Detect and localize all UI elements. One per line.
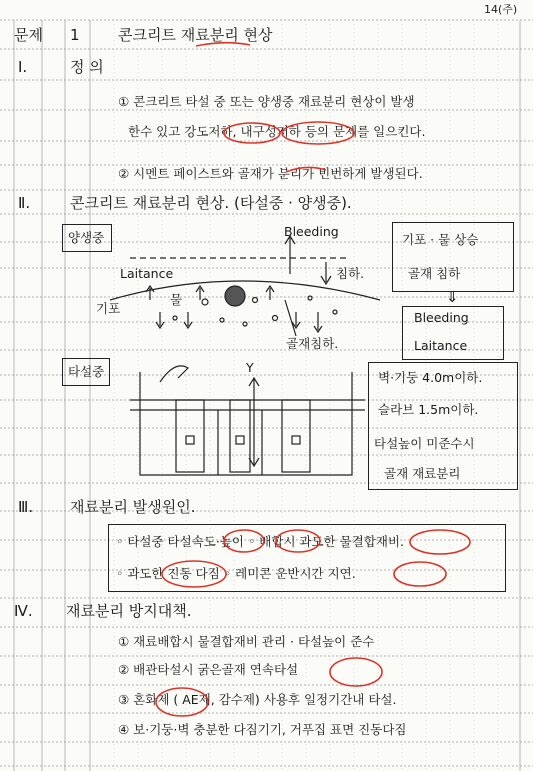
section-2-numeral: Ⅱ. xyxy=(18,194,31,212)
problem-title: 콘크리트 재료분리 현상 xyxy=(118,26,273,44)
aggregate-sink-label: 골재침하. xyxy=(286,336,339,351)
box-bleeding: Bleeding xyxy=(414,310,469,325)
pouring-label: 타설중 xyxy=(68,364,105,379)
box-laitance: Laitance xyxy=(414,338,468,353)
down-arrow-icon: ⇓ xyxy=(446,288,459,306)
section-4-numeral: Ⅳ. xyxy=(14,602,33,620)
section-1-item-2: ② 시멘트 페이스트와 골재가 분리가 빈번하게 발생된다. xyxy=(118,166,423,181)
pour-height-mark: Y xyxy=(246,360,254,375)
problem-number: 1 xyxy=(70,26,80,44)
problem-label: 문제 xyxy=(14,26,43,44)
causes-line-1: ◦ 타설중 타설속도·높이 ◦ 배합시 과도한 물결합재비. xyxy=(116,534,405,549)
spec-line-2: 슬라브 1.5m이하. xyxy=(378,402,479,417)
section-4-item-2: ② 배관타설시 굵은골재 연속타설 xyxy=(118,662,299,677)
section-4-item-1: ① 재료배합시 물결합재비 관리 · 타설높이 준수 xyxy=(118,634,375,649)
laitance-label: Laitance xyxy=(120,266,174,281)
page-number: 14(주) xyxy=(484,3,518,16)
bleeding-label: Bleeding xyxy=(284,224,339,239)
section-1-item-1-line-2: 한수 있고 강도저하, 내구성저하 등의 문제를 일으킨다. xyxy=(128,124,426,139)
section-4-heading: 재료분리 방지대책. xyxy=(66,602,192,620)
void-label: 기포 xyxy=(96,301,121,316)
spec-line-3: 타설높이 미준수시 xyxy=(374,436,475,451)
curing-label: 양생중 xyxy=(68,230,105,245)
spec-line-1: 벽·기둥 4.0m이하. xyxy=(378,370,483,385)
box-top-line-2: 골재 침하 xyxy=(408,266,461,281)
causes-line-2: ◦ 과도한 진동 다짐 ◦ 레미콘 운반시간 지연. xyxy=(116,566,356,581)
spec-line-4: 골재 재료분리 xyxy=(384,466,461,481)
section-4-item-4: ④ 보·기둥·벽 충분한 다짐기기, 거푸집 표면 진동다짐 xyxy=(118,722,407,737)
sink-label: 침하. xyxy=(336,266,365,281)
section-1-numeral: Ⅰ. xyxy=(18,58,28,76)
section-2-heading: 콘크리트 재료분리 현상. (타설중 · 양생중). xyxy=(70,194,352,212)
water-label: 물 xyxy=(170,292,183,307)
section-4-item-3: ③ 혼화제 ( AE제, 감수제) 사용후 일정기간내 타설. xyxy=(118,692,397,707)
section-1-item-1-line-1: ① 콘크리트 타설 중 또는 양생중 재료분리 현상이 발생 xyxy=(118,94,415,109)
box-top-line-1: 기포 · 물 상승 xyxy=(402,232,479,247)
section-3-heading: 재료분리 발생원인. xyxy=(70,498,196,516)
section-1-heading: 정 의 xyxy=(70,58,104,76)
section-3-numeral: Ⅲ. xyxy=(18,498,34,516)
